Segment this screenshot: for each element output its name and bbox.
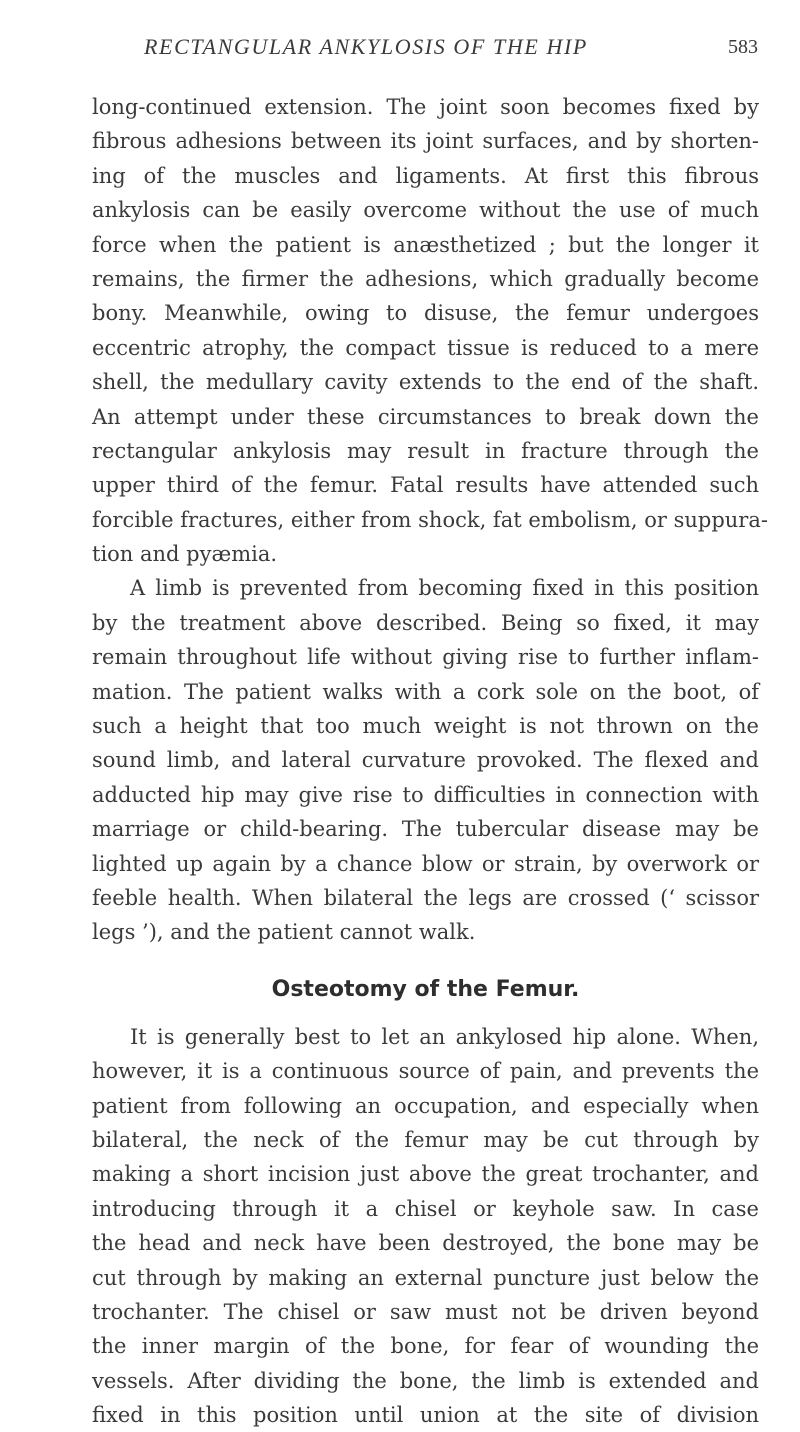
text-line: long-continued extension. The joint soon becomes fixed by: [92, 95, 759, 119]
text-line: bony. Meanwhile, owing to disuse, the femur undergoes: [92, 301, 759, 326]
page-number: 583: [728, 36, 758, 58]
text-line: legs ’), and the patient cannot walk.: [92, 920, 476, 945]
text-line: remain throughout life without giving rise to further inflam-: [92, 645, 759, 670]
running-header: [92, 28, 760, 68]
text-line: vessels. After dividing the bone, the limb is extended and: [92, 1368, 759, 1393]
text-line: forcible fractures, either from shock, fat embolism, or suppura-: [92, 507, 768, 532]
text-line: sound limb, and lateral curvature provoked. The flexed and: [92, 748, 759, 773]
body-text: [92, 90, 768, 1432]
text-line: introducing through it a chisel or keyhole saw. In case: [92, 1196, 759, 1221]
text-line: A limb is prevented from becoming fixed in this position: [130, 576, 759, 601]
running-title: RECTANGULAR ANKYLOSIS OF THE HIP: [144, 34, 588, 59]
text-line: cut through by making an external puncture just below the: [92, 1265, 759, 1290]
text-line: the inner margin of the bone, for fear of wounding the: [92, 1334, 759, 1359]
text-line: adducted hip may give rise to difficulties in connection with: [92, 782, 759, 807]
paragraph-osteotomy: [92, 1020, 759, 1432]
text-line: shell, the medullary cavity extends to the end of the shaft.: [92, 370, 759, 395]
text-line: lighted up again by a chance blow or strain, by overwork or: [92, 851, 759, 876]
text-line: fibrous adhesions between its joint surfaces, and by shorten-: [92, 129, 759, 154]
text-line: trochanter. The chisel or saw must not be driven beyond: [92, 1299, 759, 1324]
text-line: mation. The patient walks with a cork sole on the boot, of: [92, 679, 759, 704]
text-line: It is generally best to let an ankylosed hip alone. When,: [130, 1024, 759, 1049]
text-line: rectangular ankylosis may result in fracture through the: [92, 438, 759, 463]
text-line: tion and pyæmia.: [92, 542, 278, 567]
text-line: ing of the muscles and ligaments. At first this fibrous: [92, 163, 759, 188]
text-line: remains, the firmer the adhesions, which gradually become: [92, 266, 759, 291]
text-line: bilateral, the neck of the femur may be cut through by: [92, 1127, 759, 1152]
text-line: fixed in this position until union at the site of division: [92, 1403, 759, 1428]
text-line: eccentric atrophy, the compact tissue is reduced to a mere: [92, 335, 759, 360]
text-line: marriage or child-bearing. The tubercular disease may be: [92, 817, 759, 842]
text-line: ankylosis can be easily overcome without the use of much: [92, 198, 759, 223]
section-heading: Osteotomy of the Femur.: [271, 976, 580, 1002]
paragraph-continued: [92, 90, 768, 571]
text-line: by the treatment above described. Being so fixed, it may: [92, 610, 759, 635]
text-line: making a short incision just above the great trochanter, and: [92, 1162, 759, 1187]
text-line: the head and neck have been destroyed, the bone may be: [92, 1231, 759, 1256]
text-line: force when the patient is anæsthetized ; but the longer it: [92, 232, 759, 257]
text-line: upper third of the femur. Fatal results have attended such: [92, 473, 759, 498]
text-line: patient from following an occupation, and especially when: [92, 1093, 759, 1118]
text-line: feeble health. When bilateral the legs are crossed (‘ scissor: [92, 885, 759, 910]
text-line: such a height that too much weight is not thrown on the: [92, 714, 759, 739]
text-line: however, it is a continuous source of pain, and prevents the: [92, 1059, 759, 1084]
paragraph-limb-fixed: [92, 571, 759, 949]
text-line: An attempt under these circumstances to break down the: [92, 404, 759, 429]
